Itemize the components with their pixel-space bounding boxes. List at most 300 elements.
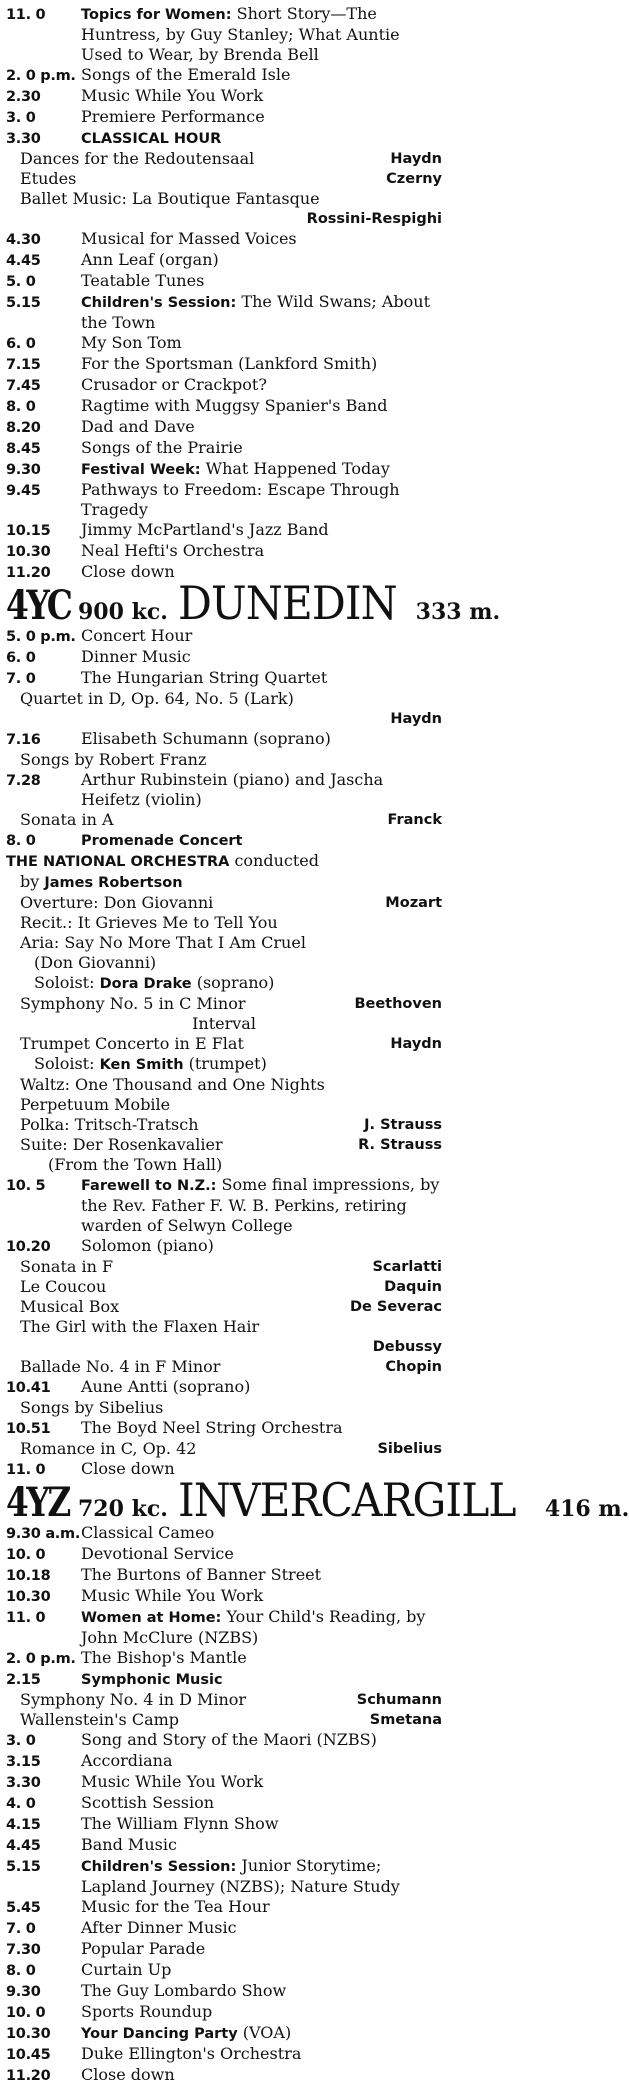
listing-entry (6, 229, 442, 250)
listing-description: Close down (81, 2065, 175, 2084)
listing-entry (6, 1135, 442, 1155)
programme-item (6, 1095, 442, 1115)
listing-entry (6, 375, 442, 396)
listing-description: What Happened Today (205, 459, 390, 478)
listing-line (6, 1772, 442, 1793)
listing-time: 5.15 (6, 295, 41, 311)
listing-text (81, 250, 442, 270)
listing-entry (6, 2002, 442, 2023)
listing-description: The Wild Swans; About the Town (81, 292, 431, 332)
programme-composer: De Severac (349, 1299, 442, 1315)
listing-description: Premiere Performance (81, 107, 265, 126)
listing-time: 9.45 (6, 483, 41, 499)
programme-item (6, 149, 442, 169)
listing-text (81, 1960, 442, 1980)
listing-entry (6, 1981, 442, 2002)
listing-entry (6, 750, 442, 770)
listing-text (81, 229, 442, 249)
listing-description: Dad and Dave (81, 417, 195, 436)
programme-text: (Don Giovanni) (34, 953, 157, 972)
listing-time: 9.30 (6, 462, 41, 478)
listing-entry (6, 1236, 442, 1257)
programme-work: Waltz: One Thousand and One Nights (20, 1075, 325, 1094)
listing-entry (6, 1357, 442, 1377)
listing-description: Solomon (piano) (81, 1236, 214, 1255)
listing-description: Dinner Music (81, 647, 191, 666)
programme-note (6, 953, 442, 973)
programme-item (6, 893, 442, 913)
listing-time: 6. 0 (6, 336, 36, 352)
listing-time: 7.45 (6, 378, 41, 394)
listing-entry (6, 2023, 442, 2044)
listing-time: 2.15 (6, 1672, 41, 1688)
listing-line (6, 1835, 442, 1856)
programme-item (6, 1115, 442, 1135)
listings-section-top (6, 4, 442, 583)
listing-description: Songs of the Prairie (81, 438, 243, 457)
programme-composer: Daquin (384, 1279, 442, 1295)
listing-line (6, 770, 442, 810)
listing-time: 3. 0 (6, 1733, 36, 1749)
listing-time: 11.20 (6, 2068, 51, 2084)
listing-time: 7.28 (6, 773, 41, 789)
programme-work: Wallenstein's Camp (20, 1710, 180, 1729)
programme-composer: Rossini-Respighi (306, 211, 442, 227)
listing-time: 8. 0 (6, 1963, 36, 1979)
programme-note (6, 1054, 442, 1075)
listing-description: Concert Hour (81, 626, 193, 645)
listing-entry (6, 2044, 442, 2065)
listing-time: 10.30 (6, 544, 51, 560)
listing-line (6, 128, 442, 149)
listing-description: Short Story—The Huntress, by Guy Stanley; What Auntie Used to Wear, by Brenda Bell (81, 4, 400, 64)
listing-text (81, 1418, 442, 1438)
programme-note: (From the Town Hall) (48, 1155, 223, 1174)
listing-line (6, 1523, 442, 1544)
listing-text (81, 1793, 442, 1813)
listing-line (6, 830, 442, 851)
listing-entry (6, 209, 442, 229)
programme-conductor (6, 872, 442, 893)
listing-description: Elisabeth Schumann (soprano) (81, 729, 331, 748)
listing-text (81, 4, 442, 65)
listing-text (81, 375, 442, 395)
listing-text (81, 65, 442, 85)
listing-entry (6, 1690, 442, 1710)
listings-section-invercargill (6, 1523, 442, 2086)
listing-time: 4. 0 (6, 1796, 36, 1812)
programme-item (6, 1439, 442, 1459)
listing-entry (6, 149, 442, 169)
programme-text: (trumpet) (183, 1054, 267, 1073)
programme-work: Polka: Tritsch-Tratsch (20, 1115, 199, 1134)
listing-title: Festival Week: (81, 462, 201, 478)
listing-entry (6, 520, 442, 541)
listing-text (81, 1730, 442, 1750)
listing-text (81, 271, 442, 291)
listing-text (81, 1814, 442, 1834)
listing-entry (6, 973, 442, 994)
listing-line (6, 271, 442, 292)
listing-text (81, 1669, 442, 1690)
listing-line (6, 1960, 442, 1981)
listing-description: Close down (81, 1459, 175, 1478)
listing-time: 10. 0 (6, 2005, 46, 2021)
listing-entry (6, 647, 442, 668)
listing-entry (6, 893, 442, 913)
listing-entry (6, 1277, 442, 1297)
listing-entry (6, 626, 442, 647)
programme-item (6, 1277, 442, 1297)
listing-description: The Bishop's Mantle (81, 1648, 247, 1667)
listing-entry (6, 541, 442, 562)
listing-line (6, 107, 442, 128)
listing-description: Devotional Service (81, 1544, 234, 1563)
listing-time: 11. 0 (6, 1462, 46, 1478)
listing-time: 4.45 (6, 1838, 41, 1854)
listing-description: Music While You Work (81, 1772, 264, 1791)
listing-entry (6, 128, 442, 149)
programme-interval: Interval (192, 1014, 256, 1033)
listing-entry (6, 1669, 442, 1690)
listing-time: 3. 0 (6, 110, 36, 126)
listing-text (81, 1856, 442, 1897)
listing-line (6, 1418, 442, 1439)
programme-work: Suite: Der Rosenkavalier (20, 1135, 223, 1154)
listing-entry (6, 1337, 442, 1357)
listing-text (81, 2065, 442, 2085)
listing-text (81, 541, 442, 561)
listing-text (81, 107, 442, 127)
programme-work: Recit.: It Grieves Me to Tell You (20, 913, 278, 932)
listing-line (6, 729, 442, 750)
listing-time: 9.30 a.m. (6, 1526, 81, 1542)
listing-time: 2.30 (6, 89, 41, 105)
programme-item (6, 169, 442, 189)
listing-entry (6, 169, 442, 189)
programme-item (6, 1710, 442, 1730)
programme-work: Songs by Sibelius (20, 1398, 164, 1417)
programme-composer: Haydn (390, 151, 442, 167)
listing-time: 11. 0 (6, 1610, 46, 1626)
programme-composer: Schumann (356, 1692, 442, 1708)
listing-description: Junior Storytime; Lapland Journey (NZBS); Nature Study (81, 1856, 400, 1896)
listing-description: Music While You Work (81, 1586, 264, 1605)
listing-line (6, 375, 442, 396)
listing-line (6, 1175, 442, 1236)
station-call-sign: 4YZ (6, 1479, 69, 1526)
programme-composer: Sibelius (377, 1441, 442, 1457)
listing-text (81, 438, 442, 458)
listing-time: 10.41 (6, 1380, 51, 1396)
listing-description: Music While You Work (81, 86, 264, 105)
listing-line (6, 647, 442, 668)
listings-section-dunedin (6, 626, 442, 1480)
programme-work: Romance in C, Op. 42 (20, 1439, 197, 1458)
listing-entry (6, 1856, 442, 1897)
programme-item (6, 1317, 442, 1337)
listing-text (81, 292, 442, 333)
listing-entry (6, 1710, 442, 1730)
listing-line (6, 1607, 442, 1648)
listing-text (81, 480, 442, 520)
listing-entry (6, 189, 442, 209)
listing-description: Classical Cameo (81, 1523, 215, 1542)
listing-description: Accordiana (81, 1751, 173, 1770)
listing-entry (6, 1586, 442, 1607)
listing-time: 8.45 (6, 441, 41, 457)
listing-text (81, 1236, 442, 1256)
listing-description: Ann Leaf (organ) (81, 250, 219, 269)
station-wavelength: 416 m. (544, 1496, 629, 1522)
listing-line (6, 417, 442, 438)
listing-line (6, 396, 442, 417)
listing-description: Your Child's Reading, by John McClure (NZBS) (81, 1607, 426, 1647)
listing-line (6, 86, 442, 107)
listing-text (81, 1523, 442, 1543)
listing-entry (6, 1439, 442, 1459)
listing-line (6, 1939, 442, 1960)
listing-line (6, 2044, 442, 2065)
listing-text (81, 1939, 442, 1959)
listing-text (81, 1565, 442, 1585)
programme-work: Perpetuum Mobile (20, 1095, 171, 1114)
programme-composer: Debussy (372, 1339, 442, 1355)
listing-title: Farewell to N.Z.: (81, 1178, 217, 1194)
programme-text: conducted (229, 851, 320, 870)
listing-description: Aune Antti (soprano) (81, 1377, 251, 1396)
listing-time: 10.30 (6, 1589, 51, 1605)
listing-description: Song and Story of the Maori (NZBS) (81, 1730, 377, 1749)
orchestra-name: THE NATIONAL ORCHESTRA (6, 854, 230, 870)
listing-text (81, 1175, 442, 1236)
listing-time: 10.15 (6, 523, 51, 539)
listing-text (81, 668, 442, 688)
listing-line (6, 459, 442, 480)
listing-description: The William Flynn Show (81, 1814, 279, 1833)
listing-line (6, 1981, 442, 2002)
station-city: DUNEDIN (177, 576, 397, 630)
listing-entry (6, 1648, 442, 1669)
listing-entry (6, 438, 442, 459)
listing-entry (6, 396, 442, 417)
listing-entry (6, 1814, 442, 1835)
listing-entry (6, 668, 442, 689)
listing-line (6, 1565, 442, 1586)
listing-text (81, 830, 442, 851)
listing-entry (6, 1730, 442, 1751)
listing-text (81, 1897, 442, 1917)
listing-entry (6, 1075, 442, 1095)
station-call-sign: 4YC (6, 582, 71, 629)
listing-line (6, 2002, 442, 2023)
programme-item (6, 1034, 442, 1054)
listing-time: 10.18 (6, 1568, 51, 1584)
programme-work: Sonata in F (20, 1257, 114, 1276)
listing-entry (6, 689, 442, 709)
listing-description: Band Music (81, 1835, 177, 1854)
listing-line (6, 541, 442, 562)
listing-text (81, 417, 442, 437)
listing-entry (6, 1175, 442, 1236)
listing-title: Topics for Women: (81, 7, 232, 23)
listing-description: Scottish Session (81, 1793, 215, 1812)
listing-time: 4.15 (6, 1817, 41, 1833)
programme-work: Sonata in A (20, 810, 114, 829)
programme-item (6, 1075, 442, 1095)
station-header-dunedin (6, 576, 501, 630)
listing-entry (6, 810, 442, 830)
listing-entry (6, 86, 442, 107)
listing-title: Your Dancing Party (81, 2026, 238, 2042)
listing-entry (6, 1793, 442, 1814)
listing-entry (6, 709, 442, 729)
listing-entry (6, 4, 442, 65)
listing-description: Popular Parade (81, 1939, 206, 1958)
listing-line (6, 1751, 442, 1772)
listing-description: Duke Ellington's Orchestra (81, 2044, 302, 2063)
listing-entry (6, 250, 442, 271)
listing-entry (6, 1095, 442, 1115)
listing-time: 2. 0 p.m. (6, 1651, 76, 1667)
listing-entry (6, 1257, 442, 1277)
listing-entry (6, 1523, 442, 1544)
programme-text: by (20, 872, 45, 891)
listing-entry (6, 994, 442, 1014)
programme-work: Ballet Music: La Boutique Fantasque (20, 189, 320, 208)
programme-item (6, 994, 442, 1014)
listing-text (81, 647, 442, 667)
listing-time: 3.30 (6, 1775, 41, 1791)
listing-entry (6, 1115, 442, 1135)
listing-entry (6, 872, 442, 893)
listing-time: 10.51 (6, 1421, 51, 1437)
listing-entry (6, 729, 442, 750)
listing-entry (6, 1772, 442, 1793)
listing-text (81, 2002, 442, 2022)
listing-time: 6. 0 (6, 650, 36, 666)
listing-time: 11. 0 (6, 7, 46, 23)
listing-time: 8. 0 (6, 833, 36, 849)
listing-entry (6, 1835, 442, 1856)
listing-description: Songs of the Emerald Isle (81, 65, 291, 84)
station-wavelength: 333 m. (415, 599, 501, 625)
programme-item (6, 689, 442, 709)
listing-line (6, 1377, 442, 1398)
conductor-name: James Robertson (44, 875, 183, 891)
listing-line (6, 1814, 442, 1835)
listing-text (81, 354, 442, 374)
programme-work: Quartet in D, Op. 64, No. 5 (Lark) (20, 689, 294, 708)
programme-item (6, 1135, 442, 1155)
listing-entry (6, 1897, 442, 1918)
programme-work: Musical Box (20, 1297, 120, 1316)
listing-text (81, 86, 442, 106)
listing-title: Children's Session: (81, 295, 237, 311)
listing-entry (6, 2065, 442, 2086)
programme-item (6, 933, 442, 953)
listing-line (6, 354, 442, 375)
listing-text (81, 1648, 442, 1668)
listing-entry (6, 417, 442, 438)
programme-work: Symphony No. 4 in D Minor (20, 1690, 247, 1709)
listing-line (6, 65, 442, 86)
listing-entry (6, 480, 442, 520)
listing-entry (6, 292, 442, 333)
listing-line (6, 1730, 442, 1751)
listing-text (81, 1544, 442, 1564)
listing-entry (6, 1297, 442, 1317)
listing-description: Close down (81, 562, 175, 581)
listing-line (6, 1669, 442, 1690)
listing-time: 5.15 (6, 1859, 41, 1875)
listing-description: Teatable Tunes (81, 271, 205, 290)
listing-line (6, 1918, 442, 1939)
listing-description: (VOA) (242, 2023, 292, 2042)
listing-entry (6, 933, 442, 953)
listing-description: Some final impressions, by the Rev. Father F. W. B. Perkins, retiring warden of Selwyn College (81, 1175, 440, 1235)
listing-text (81, 459, 442, 480)
listing-text (81, 1835, 442, 1855)
listing-line (6, 1544, 442, 1565)
listing-title: Women at Home: (81, 1610, 222, 1626)
listing-text (81, 128, 442, 149)
station-frequency: 720 kc. (78, 1496, 168, 1522)
listing-text (81, 1586, 442, 1606)
listing-title: CLASSICAL HOUR (81, 131, 222, 147)
listing-time: 4.30 (6, 232, 41, 248)
listing-time: 4.45 (6, 253, 41, 269)
programme-work: Songs by Robert Franz (20, 750, 207, 769)
listing-time: 2. 0 p.m. (6, 68, 76, 84)
listing-title: Promenade Concert (81, 833, 243, 849)
listing-line (6, 2023, 442, 2044)
programme-composer: Czerny (386, 171, 442, 187)
listing-entry (6, 1939, 442, 1960)
programme-item (6, 1257, 442, 1277)
listing-description: The Boyd Neel String Orchestra (81, 1418, 343, 1437)
listing-description: My Son Tom (81, 333, 182, 352)
programme-work: Etudes (20, 169, 77, 188)
listing-time: 7. 0 (6, 1921, 36, 1937)
listing-text (81, 1377, 442, 1397)
programme-work: Symphony No. 5 in C Minor (20, 994, 246, 1013)
listing-entry (6, 1014, 442, 1034)
listing-time: 7. 0 (6, 671, 36, 687)
listing-time: 3.15 (6, 1754, 41, 1770)
listing-entry (6, 1317, 442, 1337)
listing-line (6, 4, 442, 65)
listing-line (6, 1856, 442, 1897)
listing-time: 5. 0 p.m. (6, 629, 76, 645)
listing-time: 8. 0 (6, 399, 36, 415)
listing-time: 9.30 (6, 1984, 41, 2000)
listing-line (6, 2065, 442, 2086)
listing-entry (6, 851, 442, 872)
listing-text (81, 2023, 442, 2044)
listing-text (81, 626, 442, 646)
listing-description: Neal Hefti's Orchestra (81, 541, 265, 560)
listing-time: 10.30 (6, 2026, 51, 2042)
listing-description: Crusador or Crackpot? (81, 375, 267, 394)
listing-line (6, 480, 442, 520)
programme-composer: Smetana (369, 1712, 442, 1728)
listing-entry (6, 65, 442, 86)
programme-item (6, 1398, 442, 1418)
listing-description: For the Sportsman (Lankford Smith) (81, 354, 378, 373)
listing-text (81, 729, 442, 749)
programme-composer: J. Strauss (364, 1117, 442, 1133)
